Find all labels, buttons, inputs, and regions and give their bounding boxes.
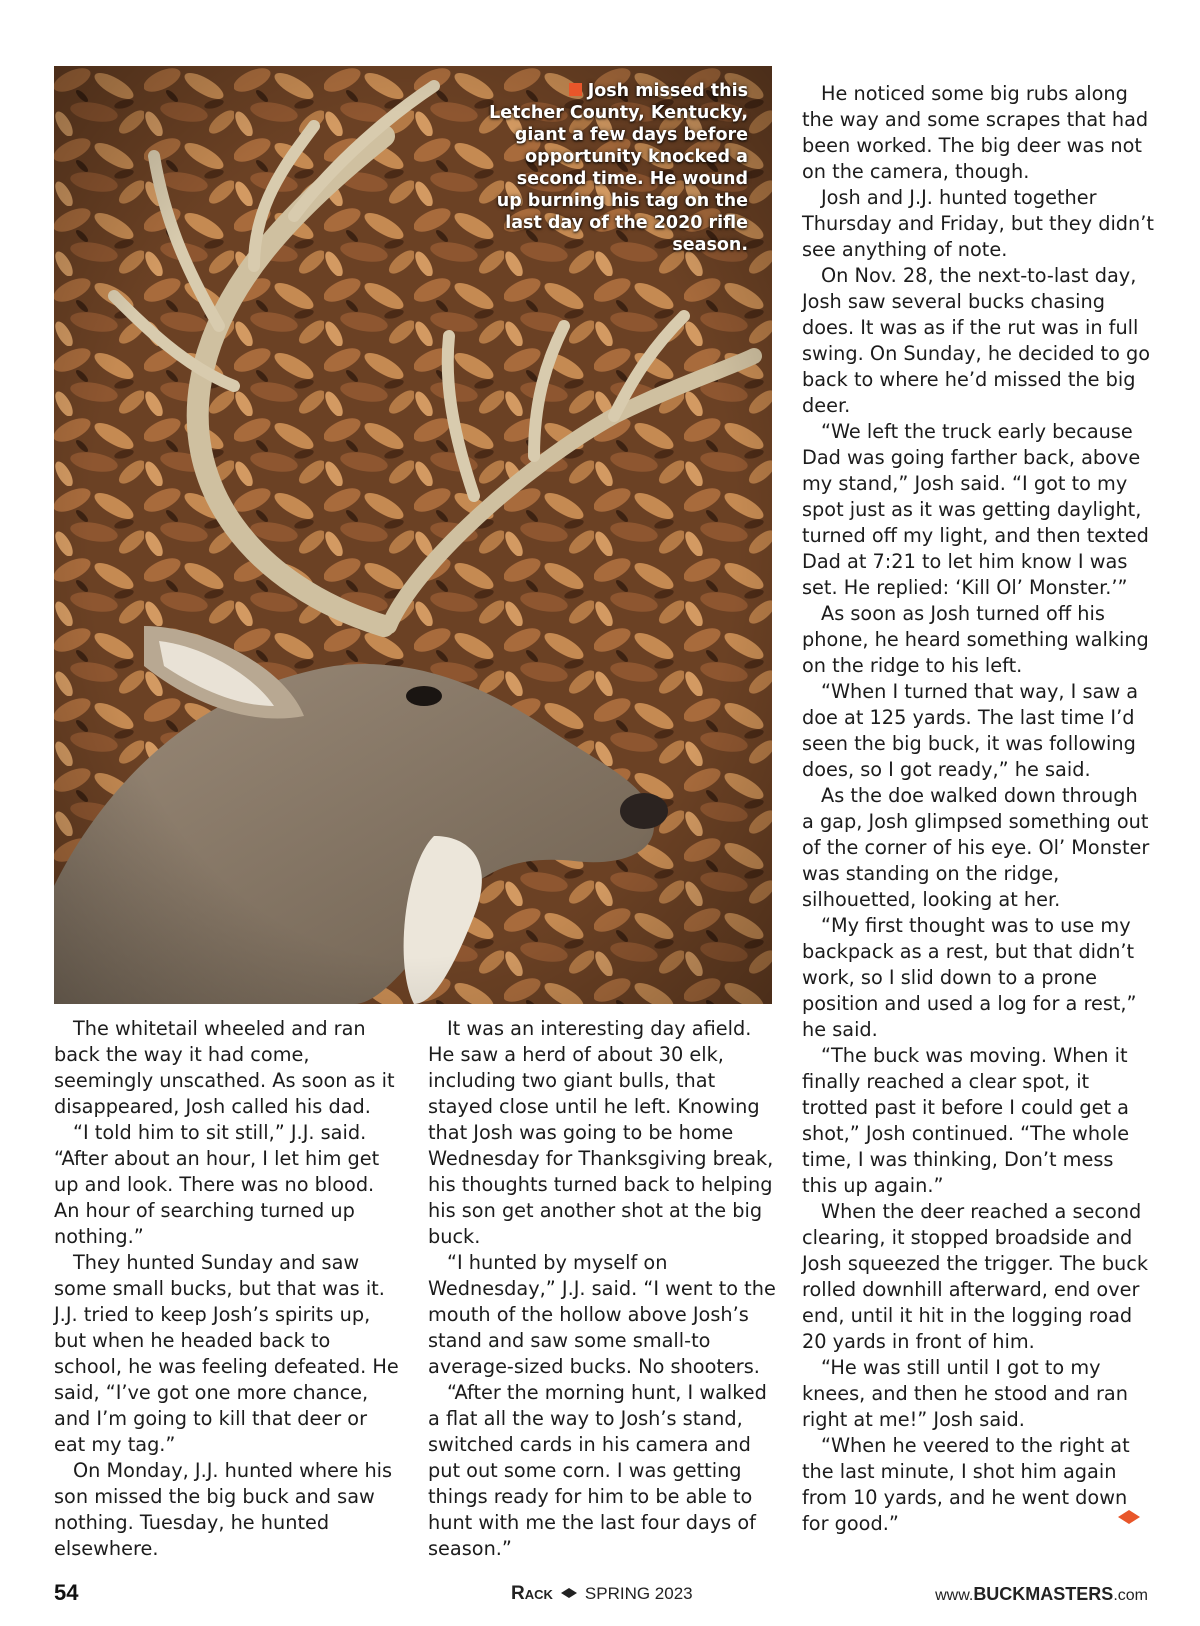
paragraph: “When I turned that way, I saw a doe at 125 yards. The last time I’d seen the big buck, it was following does, so I got ready,” he said. bbox=[802, 680, 1139, 781]
page-number: 54 bbox=[54, 1580, 79, 1605]
end-mark-diamond-icon bbox=[1118, 1510, 1140, 1524]
text-column-1 bbox=[54, 1016, 404, 1562]
paragraph: It was an interesting day afield. He saw a herd of about 30 elk, including two giant bulls, that stayed close until he left. Knowing that Josh was going to be home Wednesday for Thanksgiving break, his thoughts turned back to helping his son get another shot at the big buck. bbox=[428, 1017, 774, 1248]
paragraph: “I hunted by myself on Wednesday,” J.J. said. “I went to the mouth of the hollow above Josh’s stand and saw some small-to average-sized bucks. No shooters. bbox=[428, 1251, 776, 1378]
diamond-separator-icon bbox=[561, 1588, 577, 1598]
photo-caption bbox=[488, 80, 748, 256]
page-footer bbox=[0, 1580, 1200, 1610]
magazine-issue bbox=[511, 1583, 693, 1605]
paragraph: On Monday, J.J. hunted where his son missed the big buck and saw nothing. Tuesday, he hunted elsewhere. bbox=[54, 1459, 393, 1560]
deer-photo bbox=[54, 66, 772, 1004]
paragraph: On Nov. 28, the next-to-last day, Josh saw several bucks chasing does. It was as if the rut was in full swing. On Sunday, he decided to go back to where he’d missed the big deer. bbox=[802, 264, 1151, 417]
paragraph: “He was still until I got to my knees, and then he stood and ran right at me!” Josh said. bbox=[802, 1356, 1128, 1431]
magazine-name: Rack bbox=[511, 1583, 553, 1604]
paragraph: As soon as Josh turned off his phone, he heard something walking on the ridge to his left. bbox=[802, 602, 1149, 677]
caption-marker-icon bbox=[569, 83, 582, 96]
paragraph: As the doe walked down through a gap, Josh glimpsed something out of the corner of his eye. Ol’ Monster was standing on the ridge, silhouetted, looking at her. bbox=[802, 784, 1150, 911]
text-column-3 bbox=[802, 81, 1154, 1537]
photo-caption-text: Josh missed this Letcher County, Kentucky, giant a few days before opportunity knocked a second time. He wound up burning his tag on the last day of the 2020 rifle season. bbox=[489, 81, 748, 255]
paragraph: “After the morning hunt, I walked a flat all the way to Josh’s stand, switched cards in his camera and put out some corn. I was getting things ready for him to be able to hunt with me the last four days of season.” bbox=[428, 1381, 767, 1560]
paragraph: When the deer reached a second clearing, it stopped broadside and Josh squeezed the trigger. The buck rolled downhill afterward, end over end, until it hit in the logging road 20 yards in front of him. bbox=[802, 1200, 1149, 1353]
paragraph: They hunted Sunday and saw some small bucks, but that was it. J.J. tried to keep Josh’s spirits up, but when he headed back to school, he was feeling defeated. He said, “I’ve got one more chance, and I’m going to kill that deer or eat my tag.” bbox=[54, 1251, 399, 1456]
paragraph: “I told him to sit still,” J.J. said. “After about an hour, I let him get up and look. There was no blood. An hour of searching turned up nothing.” bbox=[54, 1121, 380, 1248]
paragraph: Josh and J.J. hunted together Thursday and Friday, but they didn’t see anything of note. bbox=[802, 186, 1154, 261]
paragraph: “We left the truck early because Dad was going farther back, above my stand,” Josh said. “I got to my spot just as it was getting daylight, turned off my light, and then texted Dad at 7:21 to let him know I was set. He replied: ‘Kill Ol’ Monster.’” bbox=[802, 420, 1149, 599]
website-link[interactable] bbox=[935, 1584, 1148, 1605]
text-column-2 bbox=[428, 1016, 780, 1562]
paragraph: “The buck was moving. When it finally reached a clear spot, it trotted past it before I could get a shot,” Josh continued. “The whole time, I was thinking, Don’t mess this up again.” bbox=[802, 1044, 1130, 1197]
website-suffix: .com bbox=[1113, 1587, 1148, 1604]
website-prefix: www. bbox=[935, 1587, 974, 1604]
paragraph: “My first thought was to use my backpack as a rest, but that didn’t work, so I slid down to a prone position and used a log for a rest,” he said. bbox=[802, 914, 1137, 1041]
website-brand: BUCKMASTERS bbox=[973, 1584, 1114, 1604]
paragraph: He noticed some big rubs along the way and some scrapes that had been worked. The big deer was not on the camera, though. bbox=[802, 82, 1149, 183]
paragraph: “When he veered to the right at the last minute, I shot him again from 10 yards, and he went down for good.” bbox=[802, 1434, 1130, 1535]
issue-date: SPRING 2023 bbox=[584, 1584, 693, 1603]
paragraph: The whitetail wheeled and ran back the way it had come, seemingly unscathed. As soon as it disappeared, Josh called his dad. bbox=[54, 1017, 395, 1118]
